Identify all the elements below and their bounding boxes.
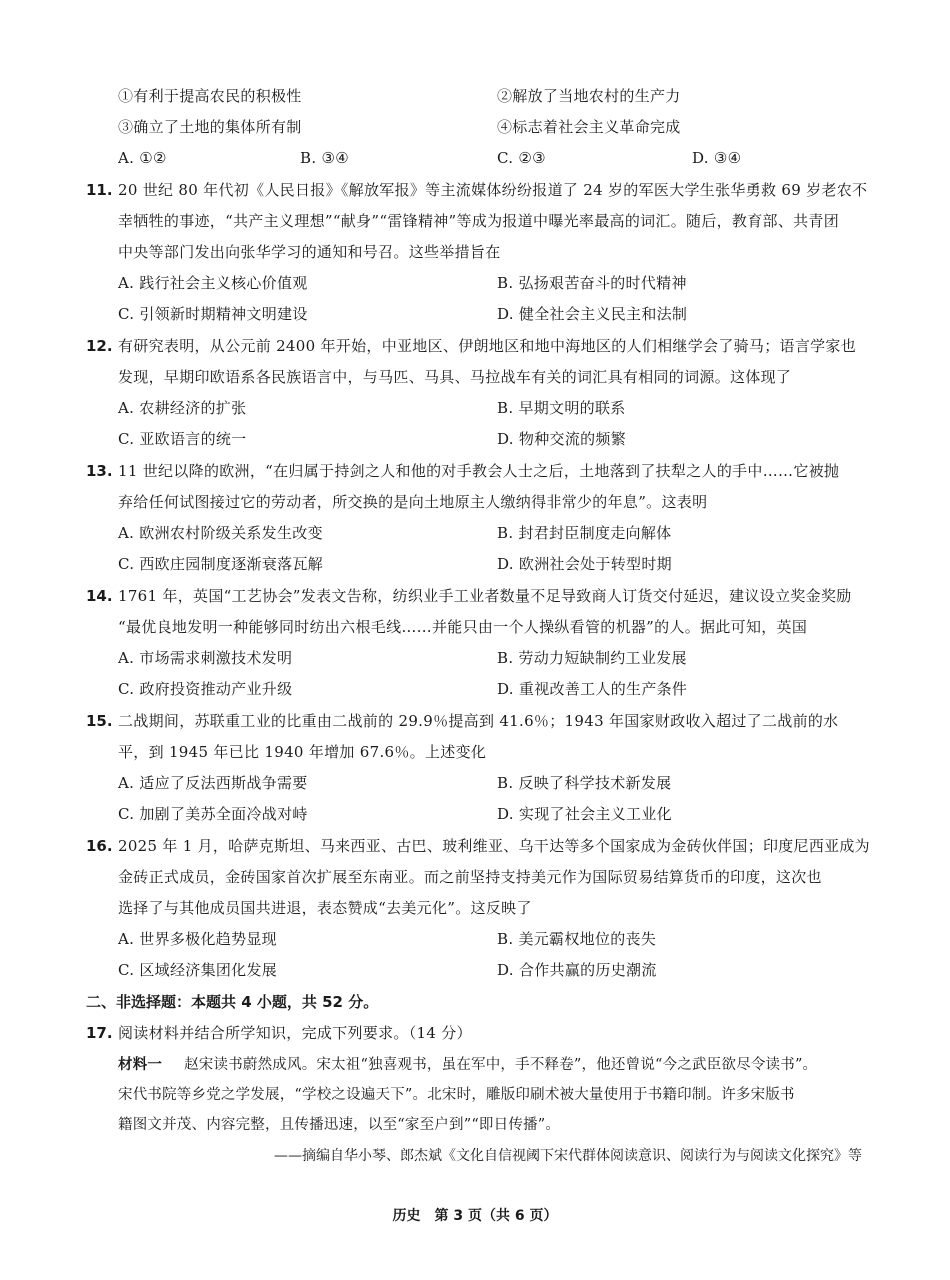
q13-option-a: A. 欧洲农村阶级关系发生改变 xyxy=(118,524,323,542)
material-label: 材料一 xyxy=(118,1057,163,1073)
q16-stem-line-3: 选择了与其他成员国共进退，表态赞成“去美元化”。这反映了 xyxy=(118,899,532,917)
q15-stem-line-1: 二战期间，苏联重工业的比重由二战前的 29.9％提高到 41.6％；1943 年国家财政收入超过了二战前的水 xyxy=(118,712,839,730)
q12-stem-line-1: 有研究表明，从公元前 2400 年开始，中亚地区、伊朗地区和地中海地区的人们相继学会了骑马；语言学家也 xyxy=(118,337,857,355)
q16-option-d: D. 合作共赢的历史潮流 xyxy=(497,961,657,979)
q15-option-b: B. 反映了科学技术新发展 xyxy=(497,774,672,792)
q13-number: 13. xyxy=(86,462,113,480)
q11-stem-line-3: 中央等部门发出向张华学习的通知和号召。这些举措旨在 xyxy=(118,243,501,261)
q16-option-b: B. 美元霸权地位的丧失 xyxy=(497,930,657,948)
q13-option-b: B. 封君封臣制度走向解体 xyxy=(497,524,672,542)
q15-option-c: C. 加剧了美苏全面冷战对峙 xyxy=(118,805,308,823)
q17-number: 17. xyxy=(86,1024,113,1042)
q16-stem-line-2: 金砖正式成员，金砖国家首次扩展至东南亚。而之前坚持支持美元作为国际贸易结算货币的印度，这次也 xyxy=(118,868,822,886)
q11-option-c: C. 引领新时期精神文明建设 xyxy=(118,305,308,323)
q15-option-a: A. 适应了反法西斯战争需要 xyxy=(118,774,308,792)
q16-stem-line-1: 2025 年 1 月，哈萨克斯坦、马来西亚、古巴、玻利维亚、乌干达等多个国家成为金砖伙伴国；印度尼西亚成为 xyxy=(118,837,870,855)
q14-stem-line-2: “最优良地发明一种能够同时纺出六根毛线……并能只由一个人操纵看管的机器”的人。据此可知，英国 xyxy=(118,618,808,636)
q13-stem-line-1: 11 世纪以降的欧洲，“在归属于持剑之人和他的对手教会人士之后，土地落到了扶犁之人的手中……它被抛 xyxy=(118,462,840,480)
q11-stem-line-2: 幸牺牲的事迹，“共产主义理想”“献身”“雷锋精神”等成为报道中曝光率最高的词汇。随后，教育部、共青团 xyxy=(118,212,840,230)
q11-option-a: A. 践行社会主义核心价值观 xyxy=(118,274,308,292)
q10-option-d: D. ③④ xyxy=(692,149,742,167)
q14-stem-line-1: 1761 年，英国“工艺协会”发表文告称，纺织业手工业者数量不足导致商人订货交付延迟，建议设立奖金奖励 xyxy=(118,587,852,605)
q15-stem-line-2: 平，到 1945 年已比 1940 年增加 67.6％。上述变化 xyxy=(118,743,487,761)
q12-number: 12. xyxy=(86,337,113,355)
q14-number: 14. xyxy=(86,587,113,605)
q17-material-source: ——摘编自华小琴、郎杰斌《文化自信视阈下宋代群体阅读意识、阅读行为与阅读文化探究》等 xyxy=(274,1148,862,1164)
q11-option-b: B. 弘扬艰苦奋斗的时代精神 xyxy=(497,274,687,292)
q12-option-d: D. 物种交流的频繁 xyxy=(497,430,627,448)
q10-option-a: A. ①② xyxy=(118,149,167,167)
q14-option-d: D. 重视改善工人的生产条件 xyxy=(497,680,688,698)
q10-statement-2: ②解放了当地农村的生产力 xyxy=(497,87,681,105)
q17-prompt: 阅读材料并结合所学知识，完成下列要求。（14 分） xyxy=(118,1024,472,1042)
q17-material-line-2: 宋代书院等乡党之学发展，“学校之设遍天下”。北宋时，雕版印刷术被大量使用于书籍印制。许多宋版书 xyxy=(118,1087,795,1103)
q12-option-c: C. 亚欧语言的统一 xyxy=(118,430,247,448)
q10-option-b: B. ③④ xyxy=(300,149,349,167)
q10-statement-3: ③确立了土地的集体所有制 xyxy=(118,118,302,136)
section-heading-nonchoice: 二、非选择题：本题共 4 小题，共 52 分。 xyxy=(86,993,379,1011)
q10-statement-1: ①有利于提高农民的积极性 xyxy=(118,87,302,105)
q12-option-b: B. 早期文明的联系 xyxy=(497,399,626,417)
q15-number: 15. xyxy=(86,712,113,730)
page-footer: 历史 第 3 页（共 6 页） xyxy=(392,1208,558,1224)
q13-option-c: C. 西欧庄园制度逐渐衰落瓦解 xyxy=(118,555,323,573)
q12-stem-line-2: 发现，早期印欧语系各民族语言中，与马匹、马具、马拉战车有关的词汇具有相同的词源。这体现了 xyxy=(118,368,792,386)
q17-material-line-1 xyxy=(118,1055,817,1075)
q10-option-c: C. ②③ xyxy=(497,149,546,167)
q14-option-c: C. 政府投资推动产业升级 xyxy=(118,680,293,698)
q11-option-d: D. 健全社会主义民主和法制 xyxy=(497,305,688,323)
q12-option-a: A. 农耕经济的扩张 xyxy=(118,399,247,417)
q10-statement-4: ④标志着社会主义革命完成 xyxy=(497,118,681,136)
q14-option-a: A. 市场需求刺激技术发明 xyxy=(118,649,293,667)
material-text-1: 赵宋读书蔚然成风。宋太祖“独喜观书，虽在军中，手不释卷”，他还曾说“今之武臣欲尽令读书”。 xyxy=(184,1057,818,1073)
q17-material-line-3: 籍图文并茂、内容完整，且传播迅速，以至“家至户到”“即日传播”。 xyxy=(118,1117,561,1133)
q16-number: 16. xyxy=(86,837,113,855)
q11-number: 11. xyxy=(86,181,113,199)
q11-stem-line-1: 20 世纪 80 年代初《人民日报》《解放军报》等主流媒体纷纷报道了 24 岁的军医大学生张华勇救 69 岁老农不 xyxy=(118,181,868,199)
q13-stem-line-2: 弃给任何试图接过它的劳动者，所交换的是向土地原主人缴纳得非常少的年息”。这表明 xyxy=(118,493,708,511)
q15-option-d: D. 实现了社会主义工业化 xyxy=(497,805,672,823)
q13-option-d: D. 欧洲社会处于转型时期 xyxy=(497,555,672,573)
q14-option-b: B. 劳动力短缺制约工业发展 xyxy=(497,649,687,667)
q16-option-a: A. 世界多极化趋势显现 xyxy=(118,930,277,948)
q16-option-c: C. 区域经济集团化发展 xyxy=(118,961,278,979)
